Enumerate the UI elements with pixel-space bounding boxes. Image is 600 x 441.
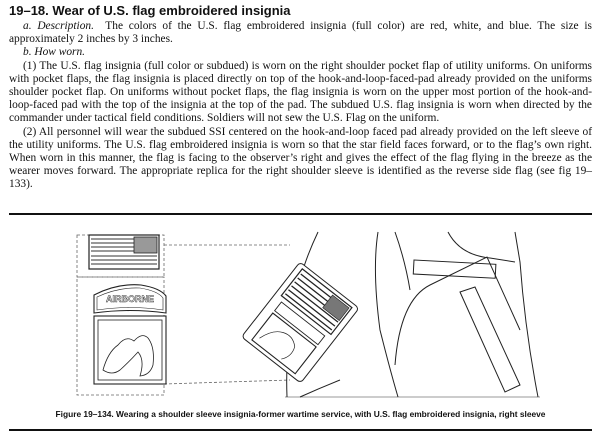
figure-bottom-rule bbox=[9, 429, 592, 431]
paragraph-b-label-text: b. How worn. bbox=[23, 46, 86, 58]
sleeve-patch bbox=[242, 262, 360, 383]
star-field bbox=[134, 237, 157, 253]
leader-line-bottom bbox=[164, 380, 290, 384]
section-heading: 19–18. Wear of U.S. flag embroidered insignia bbox=[9, 3, 291, 18]
paragraph-b2: (2) All personnel will wear the subdued SSI centered on the hook-and-loop faced pad already provided on the left sleeve of the utility uniforms. The U.S. flag embroidered insignia is worn so that the star field faces forward, or to the flag’s own right. When worn in this manner, the flag is facing to the observer’s right and gives the effect of the flag flying in the breeze as the wearer moves forward. The appropriate replica for the right shoulder sleeve is identified as the reverse side flag (see fig 19–133). bbox=[9, 126, 592, 191]
airborne-tab-text: AIRBORNE bbox=[105, 294, 155, 304]
airborne-ssi-detail bbox=[94, 285, 166, 384]
paragraph-a-text: The colors of the U.S. flag embroidered insignia (full color) are red, white, and blue. The size is approximately 2 inches by 3 inches. bbox=[9, 20, 592, 46]
uniform-sleeve-figure bbox=[242, 232, 540, 397]
paragraph-a-label: a. Description. bbox=[23, 20, 94, 32]
figure-caption: Figure 19–134. Wearing a shoulder sleeve insignia-former wartime service, with U.S. flag embroidered insignia, right sleeve bbox=[55, 409, 546, 419]
paragraph-b1: (1) The U.S. flag insignia (full color or subdued) is worn on the right shoulder pocket flap of utility uniforms. On uniforms with pocket flaps, the flag insignia is placed directly on top of the hook-and-loop-faced-pad already provided on the uniforms shoulder pocket flap. On uniforms without pocket flaps, the flag insignia is worn on the upper most portion of the hook-and-loop-faced pad with the top of the insignia at the top of the pad. The subdued U.S. flag insignia is worn when directed by the commander under tactical field conditions. Soldiers will not sew the U.S. Flag on the uniform. bbox=[9, 60, 592, 125]
us-flag-insignia-detail bbox=[89, 235, 159, 269]
